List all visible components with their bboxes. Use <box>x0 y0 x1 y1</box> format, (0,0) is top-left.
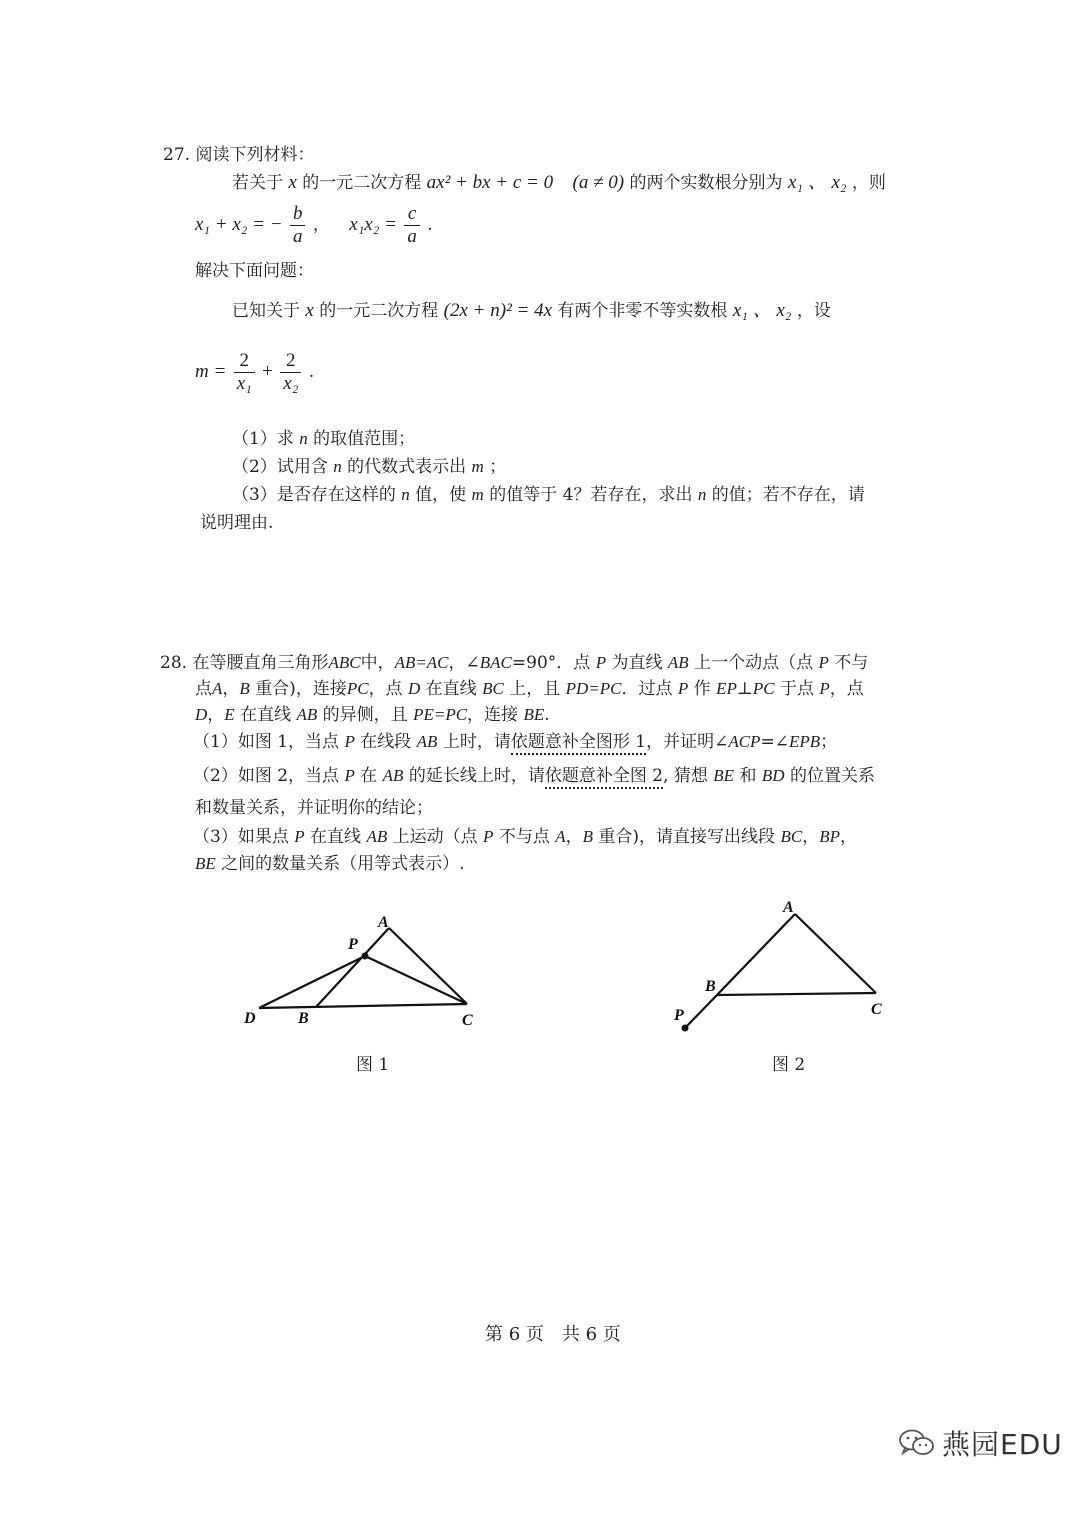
text: =90°．点 <box>511 653 591 673</box>
math-var: n <box>401 485 410 504</box>
label-D: D <box>244 1010 256 1027</box>
q28-sub1 <box>193 731 837 753</box>
math-var: BE <box>713 766 735 785</box>
text: 已知关于 <box>232 301 300 321</box>
text: 的值；若不存在，请 <box>711 485 865 505</box>
math-var: PD=PC <box>565 679 622 698</box>
text: 上，且 <box>509 679 561 699</box>
text: , 猜想 <box>663 766 708 786</box>
text: ； <box>489 457 507 477</box>
math-var: AB <box>366 827 388 846</box>
text: ，并证明∠ <box>646 732 729 752</box>
emphasized-instruction: 依题意补全图 2 <box>545 766 663 789</box>
fraction-b-over-a <box>290 203 306 248</box>
text: ， <box>839 827 857 847</box>
text: 的值等于 4？若存在，求出 <box>489 485 693 505</box>
numerator: 2 <box>280 350 301 373</box>
q27-sub1 <box>232 428 415 450</box>
math-var: B <box>582 827 594 846</box>
q27-header <box>163 144 314 166</box>
numerator: b <box>290 203 306 226</box>
text: ， <box>802 827 820 847</box>
text: 若关于 <box>232 173 283 193</box>
q27-solve-heading: 解决下面问题： <box>195 261 314 281</box>
text: （2）试用含 <box>232 457 328 477</box>
math-var: AB=AC <box>394 653 449 672</box>
text: 的一元二次方程 <box>319 301 439 321</box>
math-var: PC <box>346 679 369 698</box>
math-var: AB <box>667 653 689 672</box>
label-A: A <box>783 899 794 916</box>
text: =∠ <box>760 732 789 752</box>
math-var: ACP <box>728 732 761 751</box>
q28-sub2-cont: 和数量关系，并证明你的结论； <box>195 798 433 818</box>
denominator: a <box>292 226 303 247</box>
math-var: BD <box>761 766 785 785</box>
figure-2 <box>660 890 900 1040</box>
math-var: m <box>471 457 484 476</box>
text: 为直线 <box>611 653 663 673</box>
segment-BP-extension <box>685 995 717 1028</box>
text: 不与点 <box>498 827 550 847</box>
emphasized-instruction: 依题意补全图形 1 <box>511 732 646 755</box>
watermark-text: 燕园EDU <box>942 1428 1063 1461</box>
math-var: P <box>483 827 494 846</box>
figure-1-caption: 图 1 <box>356 1055 390 1075</box>
math-var: BP <box>819 827 840 846</box>
text: ，设 <box>796 301 831 321</box>
q28-sub2 <box>193 765 875 787</box>
text: ，则 <box>851 173 886 193</box>
fraction-2-over-x2 <box>280 350 301 395</box>
text: 中， <box>360 653 395 673</box>
math-var: P <box>819 679 830 698</box>
denominator: x₁ <box>236 373 252 394</box>
math-var: AB <box>296 705 318 724</box>
math-var: ABC <box>328 653 361 672</box>
text: （2）如图 2，当点 <box>193 766 340 786</box>
numerator: c <box>404 203 420 226</box>
text: 的两个实数根分别为 <box>629 173 783 193</box>
label-P: P <box>674 1007 684 1024</box>
page-footer: 第 6 页 共 6 页 <box>485 1324 621 1345</box>
figure-2-caption: 图 2 <box>772 1055 806 1075</box>
separator: ， <box>312 215 330 235</box>
q28-sub3 <box>193 826 857 848</box>
math-var: P <box>344 766 355 785</box>
segment-PC <box>365 956 467 1004</box>
math-var: PE=PC <box>413 705 468 724</box>
segment-AB <box>717 914 795 995</box>
text: ，连接 <box>467 705 519 725</box>
text: ．过点 <box>621 679 673 699</box>
math-var: BE <box>195 854 216 873</box>
text: 之间的数量关系（用等式表示）. <box>221 854 465 874</box>
math-var: n <box>333 457 342 476</box>
q28-sub3-cont <box>195 853 465 875</box>
math-var: BAC <box>479 653 512 672</box>
q28-line3 <box>195 704 550 726</box>
text: 的延长线上时，请 <box>408 766 545 786</box>
fraction-2-over-x1 <box>234 350 255 395</box>
math-var: PC <box>752 679 775 698</box>
q28-line2 <box>195 678 864 700</box>
math-var: AB <box>416 732 438 751</box>
m-lhs: m = <box>195 361 227 382</box>
text: （3）是否存在这样的 <box>232 485 396 505</box>
text: 的取值范围； <box>313 429 416 449</box>
text: ， <box>565 827 583 847</box>
vieta-formulas <box>195 203 433 248</box>
text: 上一个动点（点 <box>694 653 814 673</box>
text: ，点 <box>829 679 864 699</box>
text: ， <box>222 679 240 699</box>
q27-problem-line <box>232 300 831 322</box>
math-var: BC <box>780 827 803 846</box>
point-P-dot <box>682 1025 689 1032</box>
text: ， <box>207 705 225 725</box>
math-var: AB <box>382 766 404 785</box>
math-var: x <box>305 300 314 321</box>
period: . <box>308 362 315 382</box>
text: （1）求 <box>232 429 294 449</box>
text: ； <box>820 732 838 752</box>
numerator: 2 <box>234 350 255 373</box>
text: 在直线 <box>240 705 292 725</box>
q28-number: 28. <box>160 653 188 673</box>
label-B: B <box>705 978 716 995</box>
text: 值，使 <box>415 485 467 505</box>
text: ，∠ <box>448 653 480 673</box>
text: . <box>544 705 550 725</box>
vieta-sum-lhs: x₁ + x₂ = − <box>195 214 283 235</box>
q27-material-line <box>232 172 886 194</box>
math-var: P <box>677 679 689 698</box>
text: 重合)，请直接写出线段 <box>598 827 776 847</box>
problem-equation: (2x + n)² = 4x <box>443 300 553 321</box>
quadratic-equation: ax² + bx + c = 0 <box>426 172 554 193</box>
watermark <box>898 1423 1063 1463</box>
text: 在等腰直角三角形 <box>192 653 329 673</box>
math-var: E <box>224 705 235 724</box>
nonzero-condition: (a ≠ 0) <box>572 172 625 193</box>
text: 的位置关系 <box>789 766 875 786</box>
segment-BC <box>717 993 876 995</box>
text: 在直线 <box>425 679 477 699</box>
math-var: n <box>299 429 308 448</box>
wechat-icon <box>898 1428 936 1458</box>
q28-line1 <box>160 652 868 674</box>
math-var: BE <box>523 705 545 724</box>
label-P: P <box>348 936 358 953</box>
text: 的异侧，且 <box>322 705 408 725</box>
vieta-product-lhs: x₁x₂ = <box>349 214 397 235</box>
math-var: P <box>294 827 305 846</box>
math-var: n <box>697 485 707 504</box>
text: 不与 <box>834 653 869 673</box>
math-var: B <box>239 679 250 698</box>
fraction-c-over-a <box>404 203 420 248</box>
math-var: BC <box>482 679 504 698</box>
denominator: x₂ <box>283 373 299 394</box>
q27-intro: 阅读下列材料： <box>195 145 315 165</box>
text: 的一元二次方程 <box>302 173 422 193</box>
text: 重合)，连接 <box>255 679 347 699</box>
denominator: a <box>407 226 417 247</box>
label-C: C <box>462 1012 473 1029</box>
math-var: D <box>407 679 421 698</box>
segment-DP <box>259 956 365 1008</box>
plus: + <box>262 361 273 382</box>
math-var: x <box>288 172 297 193</box>
q27-sub3-cont: 说明理由. <box>200 513 274 533</box>
math-var: EPB <box>788 732 821 751</box>
text: ，点 <box>368 679 403 699</box>
figure-1 <box>230 905 500 1035</box>
math-var: m <box>471 485 484 504</box>
q27-sub3 <box>232 484 865 506</box>
math-var: A <box>555 827 566 846</box>
text: 上运动（点 <box>392 827 478 847</box>
math-var: P <box>344 732 355 751</box>
q27-sub2 <box>232 456 506 478</box>
point-P-dot <box>362 953 369 960</box>
segment-AC <box>389 928 467 1004</box>
math-var: A <box>212 679 223 698</box>
label-C: C <box>871 1001 882 1018</box>
segment-DC <box>259 1004 467 1008</box>
math-var: P <box>818 653 829 672</box>
text: 于点 <box>780 679 814 699</box>
text: 在线段 <box>360 732 412 752</box>
text: 上时，请 <box>442 732 511 752</box>
q27-number: 27. <box>163 145 191 165</box>
m-definition <box>195 350 314 395</box>
text: （3）如果点 <box>193 827 289 847</box>
label-A: A <box>378 914 389 931</box>
text: ⊥ <box>736 679 753 699</box>
text: 有两个非零不等实数根 <box>557 301 728 321</box>
text: （1）如图 1，当点 <box>193 732 340 752</box>
roots: x₁ 、 x₂ <box>732 300 792 321</box>
text: 的代数式表示出 <box>347 457 467 477</box>
text: 和 <box>739 766 757 786</box>
label-B: B <box>298 1010 309 1027</box>
segment-AC <box>795 914 876 993</box>
period: . <box>427 215 433 235</box>
math-var: EP <box>716 679 737 698</box>
text: 在直线 <box>310 827 362 847</box>
math-var: D <box>195 705 208 724</box>
roots: x₁ 、 x₂ <box>787 172 847 193</box>
math-var: P <box>595 653 607 672</box>
text: 点 <box>195 679 212 699</box>
text: 在 <box>360 766 378 786</box>
text: 作 <box>693 679 711 699</box>
